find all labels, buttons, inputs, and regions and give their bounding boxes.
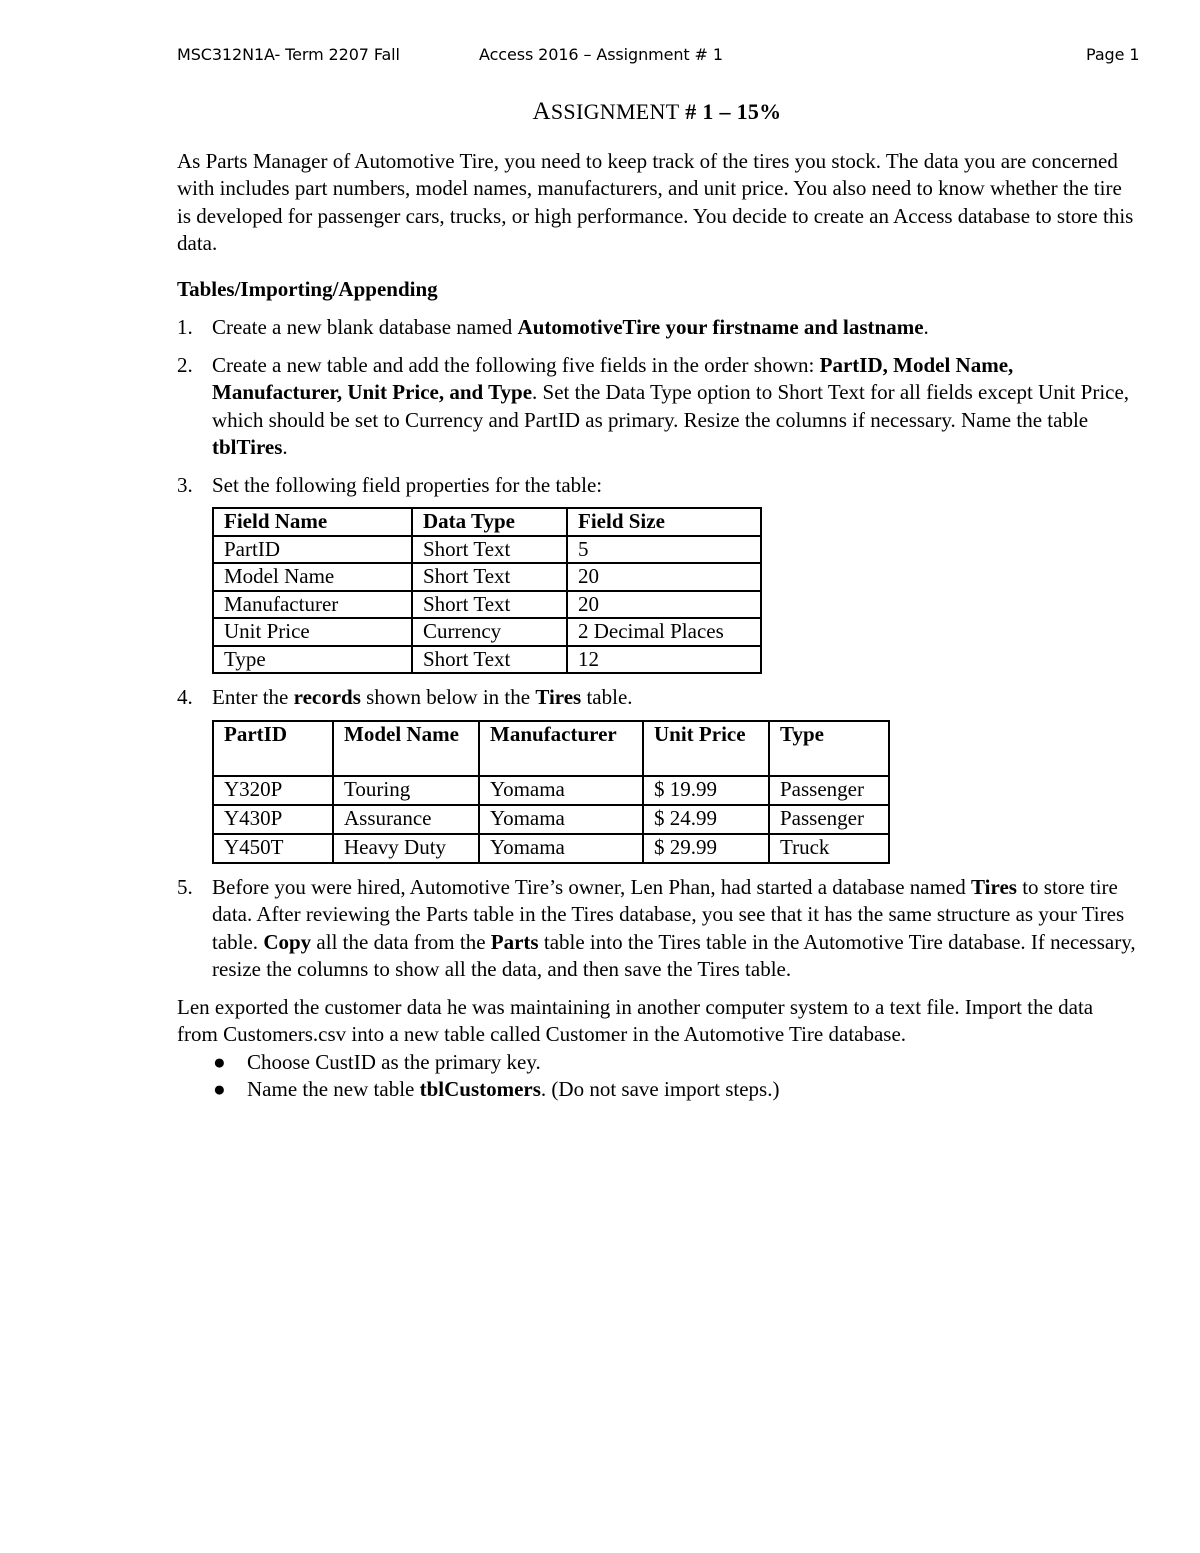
- step-text: shown below in the: [360, 685, 536, 709]
- table-cell: Yomama: [479, 834, 643, 863]
- step-text: Create a new table and add the following five fields in the order shown:: [212, 352, 820, 377]
- step-text: table.: [581, 685, 633, 709]
- table-cell: Unit Price: [213, 618, 412, 646]
- intro-paragraph: As Parts Manager of Automotive Tire, you need to keep track of the tires you stock. The data you are concerned with includes part numbers, model names, manufacturers, and unit price. You also need to know whether the tire is developed for passenger cars, trucks, or high performance. You decide to create an Access database to store this data.: [177, 148, 1134, 255]
- step-text: table into the Tires table in the Automotive Tire database. If necessary, resize the columns to show all the data, and then save the Tires table.: [212, 929, 1136, 981]
- step-text: .: [282, 435, 288, 459]
- table-row: [213, 591, 761, 619]
- step-number: 2.: [177, 352, 193, 377]
- column-header: Type: [769, 721, 889, 776]
- table-name: tblCustomers: [419, 1077, 541, 1101]
- table-cell: Truck: [769, 834, 889, 863]
- table-cell: $ 24.99: [643, 805, 769, 834]
- bullet-icon: ●: [213, 1077, 226, 1101]
- step-2: [177, 352, 1137, 462]
- steps-list: [177, 314, 1137, 984]
- table-cell: 5: [567, 536, 761, 564]
- table-cell: Short Text: [412, 536, 567, 564]
- table-row: [213, 776, 889, 805]
- step-text: to store tire data. After reviewing the Parts table in the Tires database, you see that it has the same structure as your Tires table.: [212, 874, 1125, 954]
- step-3: [177, 472, 1137, 675]
- column-header: Field Size: [567, 508, 761, 536]
- table-cell: Touring: [333, 776, 479, 805]
- section-heading: Tables/Importing/Appending: [177, 276, 438, 301]
- records-table: [212, 720, 890, 864]
- step-text: Set the following field properties for the table:: [212, 472, 603, 497]
- table-cell: Short Text: [412, 563, 567, 591]
- column-header: Model Name: [333, 721, 479, 776]
- bullet-item: [177, 1049, 1137, 1077]
- database-name: AutomotiveTire your firstname and lastname: [517, 315, 924, 339]
- table-cell: PartID: [213, 536, 412, 564]
- step-text: . Set the Data Type option to Short Text for all fields except Unit Price, which should be set to Currency and PartID as primary. Resize the columns if necessary. Name the table: [212, 380, 1130, 432]
- assignment-title: [177, 98, 1137, 126]
- step-5: [177, 874, 1137, 984]
- title-cap: A: [532, 98, 551, 125]
- step-text: Create a new blank database named: [212, 315, 518, 339]
- table-cell: Passenger: [769, 805, 889, 834]
- step-text: Enter the: [212, 685, 294, 709]
- table-header-row: [213, 721, 889, 776]
- step-4: [177, 684, 1137, 864]
- title-rest: # 1 – 15%: [679, 99, 782, 124]
- table-cell: Y320P: [213, 776, 333, 805]
- table-row: [213, 834, 889, 863]
- table-cell: $ 29.99: [643, 834, 769, 863]
- table-row: [213, 805, 889, 834]
- header-assignment: Access 2016 – Assignment # 1: [479, 45, 723, 64]
- field-list: PartID, Model Name, Manufacturer, Unit Price, and Type: [212, 352, 1014, 404]
- table-cell: Model Name: [213, 563, 412, 591]
- bullet-icon: ●: [213, 1049, 226, 1074]
- table-cell: Yomama: [479, 805, 643, 834]
- table-cell: Short Text: [412, 646, 567, 674]
- step-1: [177, 314, 1137, 342]
- bullet-text: Choose CustID as the primary key.: [247, 1049, 541, 1074]
- step-number: 4.: [177, 685, 193, 709]
- step-bold-text: Copy: [263, 929, 312, 954]
- table-cell: Assurance: [333, 805, 479, 834]
- table-row: [213, 563, 761, 591]
- table-cell: Manufacturer: [213, 591, 412, 619]
- table-cell: Passenger: [769, 776, 889, 805]
- step-number: 1.: [177, 315, 193, 339]
- column-header: Unit Price: [643, 721, 769, 776]
- table-cell: Y430P: [213, 805, 333, 834]
- document-body: [177, 98, 1137, 1104]
- table-cell: Heavy Duty: [333, 834, 479, 863]
- step-bold-text: records: [293, 685, 361, 709]
- import-paragraph: Len exported the customer data he was maintaining in another computer system to a text file. Import the data from Customers.csv into a new table called Customer in the Automotive Tire database.: [177, 994, 1094, 1046]
- step-number: 3.: [177, 472, 193, 497]
- step-bold-text: Tires: [971, 874, 1017, 899]
- table-cell: Yomama: [479, 776, 643, 805]
- column-header: Field Name: [213, 508, 412, 536]
- table-cell: 2 Decimal Places: [567, 618, 761, 646]
- header-page-number: Page 1: [1086, 45, 1140, 64]
- step-number: 5.: [177, 874, 193, 899]
- table-name: tblTires: [212, 435, 283, 459]
- bullet-item: [177, 1076, 1137, 1104]
- table-cell: Short Text: [412, 591, 567, 619]
- table-row: [213, 618, 761, 646]
- table-row: [213, 536, 761, 564]
- column-header: Manufacturer: [479, 721, 643, 776]
- column-header: PartID: [213, 721, 333, 776]
- table-cell: Currency: [412, 618, 567, 646]
- title-small: SSIGNMENT: [550, 99, 680, 124]
- table-cell: 12: [567, 646, 761, 674]
- bullet-text: . (Do not save import steps.): [540, 1077, 780, 1101]
- table-cell: 20: [567, 591, 761, 619]
- table-row: [213, 646, 761, 674]
- table-cell: 20: [567, 563, 761, 591]
- column-header: Data Type: [412, 508, 567, 536]
- bullet-list: [177, 1049, 1137, 1104]
- step-text: .: [923, 315, 929, 339]
- step-bold-text: Parts: [490, 929, 539, 954]
- step-text: Before you were hired, Automotive Tire’s owner, Len Phan, had started a database named: [212, 874, 972, 899]
- header-course: MSC312N1A- Term 2207 Fall: [177, 45, 400, 64]
- field-properties-table: [212, 507, 762, 674]
- table-cell: Y450T: [213, 834, 333, 863]
- table-cell: $ 19.99: [643, 776, 769, 805]
- step-text: all the data from the: [311, 929, 491, 954]
- step-bold-text: Tires: [535, 685, 582, 709]
- table-cell: Type: [213, 646, 412, 674]
- table-header-row: [213, 508, 761, 536]
- bullet-text: Name the new table: [247, 1077, 420, 1101]
